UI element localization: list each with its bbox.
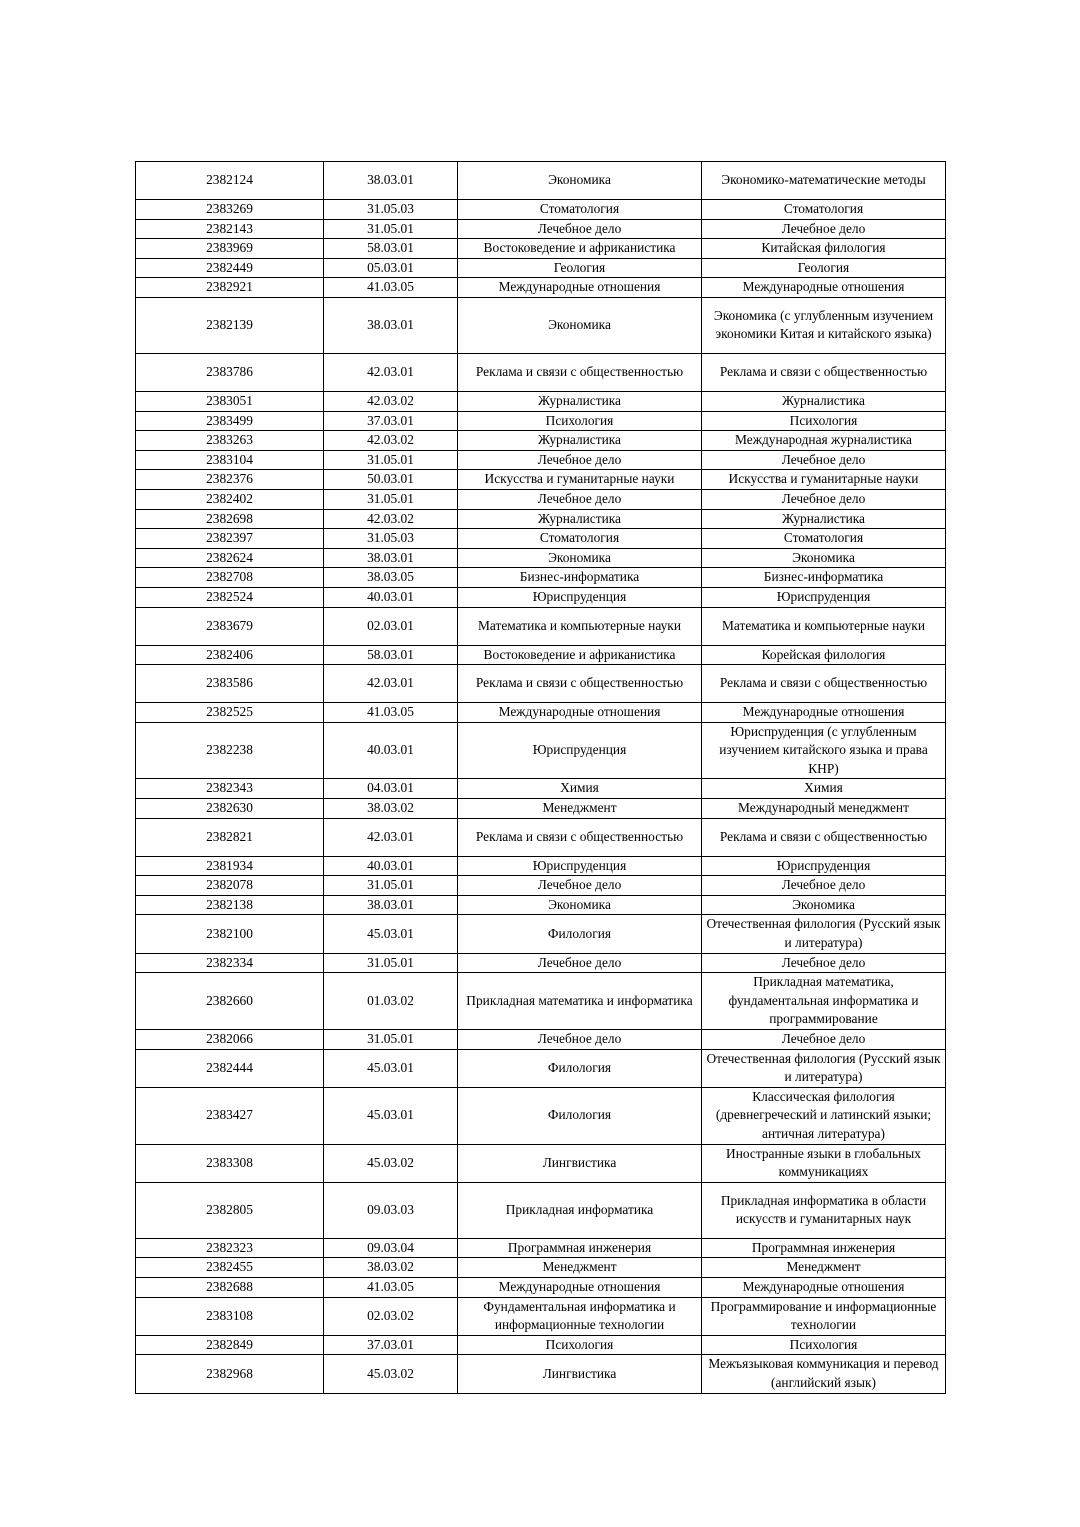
cell-program-code: 31.05.01 [324, 219, 458, 239]
cell-program-code: 02.03.01 [324, 607, 458, 645]
cell-program-code: 38.03.01 [324, 895, 458, 915]
cell-profile: Иностранные языки в глобальных коммуникациях [702, 1144, 946, 1182]
cell-application-id: 2382397 [136, 529, 324, 549]
table-row [136, 200, 946, 220]
cell-program-code: 31.05.03 [324, 200, 458, 220]
cell-direction: Юриспруденция [458, 856, 702, 876]
cell-program-code: 02.03.02 [324, 1297, 458, 1335]
cell-direction: Юриспруденция [458, 722, 702, 779]
cell-program-code: 01.03.02 [324, 973, 458, 1030]
cell-direction: Экономика [458, 297, 702, 353]
cell-application-id: 2383104 [136, 450, 324, 470]
table-row [136, 411, 946, 431]
cell-profile: Юриспруденция (с углубленным изучением китайского языка и права КНР) [702, 722, 946, 779]
table-row [136, 953, 946, 973]
cell-profile: Химия [702, 779, 946, 799]
cell-profile: Бизнес-информатика [702, 568, 946, 588]
cell-direction: Стоматология [458, 200, 702, 220]
cell-direction: Математика и компьютерные науки [458, 607, 702, 645]
table-row [136, 162, 946, 200]
cell-program-code: 40.03.01 [324, 856, 458, 876]
cell-program-code: 50.03.01 [324, 470, 458, 490]
cell-profile: Стоматология [702, 529, 946, 549]
cell-application-id: 2382805 [136, 1182, 324, 1238]
cell-application-id: 2383308 [136, 1144, 324, 1182]
cell-profile: Реклама и связи с общественностью [702, 665, 946, 703]
cell-profile: Международная журналистика [702, 431, 946, 451]
cell-application-id: 2382708 [136, 568, 324, 588]
cell-direction: Филология [458, 915, 702, 953]
cell-program-code: 45.03.01 [324, 1049, 458, 1087]
cell-program-code: 42.03.01 [324, 353, 458, 391]
cell-profile: Лечебное дело [702, 876, 946, 896]
table-row [136, 607, 946, 645]
table-row [136, 722, 946, 779]
cell-profile: Прикладная информатика в области искусств и гуманитарных наук [702, 1182, 946, 1238]
cell-direction: Журналистика [458, 509, 702, 529]
cell-program-code: 42.03.02 [324, 431, 458, 451]
cell-direction: Филология [458, 1049, 702, 1087]
table-row [136, 1297, 946, 1335]
table-row [136, 1238, 946, 1258]
cell-program-code: 37.03.01 [324, 1335, 458, 1355]
cell-direction: Менеджмент [458, 1258, 702, 1278]
cell-profile: Искусства и гуманитарные науки [702, 470, 946, 490]
table-row [136, 1277, 946, 1297]
cell-profile: Отечественная филология (Русский язык и литература) [702, 915, 946, 953]
cell-application-id: 2382238 [136, 722, 324, 779]
cell-profile: Экономика [702, 548, 946, 568]
cell-application-id: 2383786 [136, 353, 324, 391]
cell-direction: Менеджмент [458, 799, 702, 819]
table-row [136, 973, 946, 1030]
cell-direction: Реклама и связи с общественностью [458, 353, 702, 391]
cell-program-code: 40.03.01 [324, 722, 458, 779]
cell-program-code: 09.03.03 [324, 1182, 458, 1238]
cell-program-code: 38.03.01 [324, 297, 458, 353]
table-row [136, 450, 946, 470]
cell-program-code: 31.05.03 [324, 529, 458, 549]
table-row [136, 470, 946, 490]
cell-direction: Экономика [458, 548, 702, 568]
cell-program-code: 42.03.02 [324, 391, 458, 411]
cell-direction: Прикладная информатика [458, 1182, 702, 1238]
cell-profile: Экономика [702, 895, 946, 915]
cell-direction: Прикладная математика и информатика [458, 973, 702, 1030]
cell-direction: Лечебное дело [458, 876, 702, 896]
cell-profile: Лечебное дело [702, 489, 946, 509]
table-row [136, 489, 946, 509]
cell-program-code: 05.03.01 [324, 258, 458, 278]
cell-application-id: 2382138 [136, 895, 324, 915]
cell-direction: Лингвистика [458, 1355, 702, 1393]
cell-program-code: 31.05.01 [324, 876, 458, 896]
cell-direction: Программная инженерия [458, 1238, 702, 1258]
cell-application-id: 2382688 [136, 1277, 324, 1297]
cell-program-code: 58.03.01 [324, 239, 458, 259]
table-body [136, 162, 946, 1394]
cell-program-code: 38.03.02 [324, 1258, 458, 1278]
cell-application-id: 2383499 [136, 411, 324, 431]
table-row [136, 1258, 946, 1278]
cell-program-code: 37.03.01 [324, 411, 458, 431]
cell-application-id: 2382406 [136, 645, 324, 665]
cell-application-id: 2382821 [136, 818, 324, 856]
cell-direction: Журналистика [458, 391, 702, 411]
table-row [136, 431, 946, 451]
table-row [136, 587, 946, 607]
cell-profile: Журналистика [702, 509, 946, 529]
cell-profile: Экономико-математические методы [702, 162, 946, 200]
cell-direction: Психология [458, 1335, 702, 1355]
cell-profile: Экономика (с углубленным изучением экономики Китая и китайского языка) [702, 297, 946, 353]
cell-program-code: 41.03.05 [324, 1277, 458, 1297]
cell-direction: Экономика [458, 895, 702, 915]
cell-application-id: 2383263 [136, 431, 324, 451]
cell-application-id: 2383679 [136, 607, 324, 645]
cell-direction: Лечебное дело [458, 219, 702, 239]
cell-direction: Экономика [458, 162, 702, 200]
cell-application-id: 2382343 [136, 779, 324, 799]
cell-profile: Стоматология [702, 200, 946, 220]
cell-profile: Программная инженерия [702, 1238, 946, 1258]
cell-application-id: 2382124 [136, 162, 324, 200]
admission-table [135, 161, 946, 1394]
table-row [136, 703, 946, 723]
cell-profile: Прикладная математика, фундаментальная информатика и программирование [702, 973, 946, 1030]
cell-program-code: 38.03.01 [324, 548, 458, 568]
cell-application-id: 2381934 [136, 856, 324, 876]
cell-application-id: 2382066 [136, 1030, 324, 1050]
cell-direction: Журналистика [458, 431, 702, 451]
table-row [136, 1087, 946, 1144]
cell-direction: Международные отношения [458, 278, 702, 298]
cell-direction: Лечебное дело [458, 489, 702, 509]
table-row [136, 818, 946, 856]
cell-direction: Юриспруденция [458, 587, 702, 607]
table-row [136, 1144, 946, 1182]
cell-direction: Стоматология [458, 529, 702, 549]
cell-program-code: 40.03.01 [324, 587, 458, 607]
cell-application-id: 2382455 [136, 1258, 324, 1278]
table-row [136, 239, 946, 259]
cell-program-code: 45.03.02 [324, 1355, 458, 1393]
cell-profile: Классическая филология (древнегреческий и латинский языки; античная литература) [702, 1087, 946, 1144]
cell-direction: Фундаментальная информатика и информационные технологии [458, 1297, 702, 1335]
cell-profile: Реклама и связи с общественностью [702, 818, 946, 856]
cell-application-id: 2382698 [136, 509, 324, 529]
table-row [136, 895, 946, 915]
cell-application-id: 2383586 [136, 665, 324, 703]
cell-profile: Лечебное дело [702, 450, 946, 470]
table-row [136, 278, 946, 298]
cell-profile: Программирование и информационные технологии [702, 1297, 946, 1335]
cell-application-id: 2382323 [136, 1238, 324, 1258]
table-row [136, 645, 946, 665]
table-row [136, 665, 946, 703]
cell-profile: Менеджмент [702, 1258, 946, 1278]
cell-profile: Корейская филология [702, 645, 946, 665]
cell-application-id: 2382376 [136, 470, 324, 490]
cell-program-code: 38.03.05 [324, 568, 458, 588]
cell-application-id: 2382078 [136, 876, 324, 896]
table-row [136, 779, 946, 799]
table-row [136, 297, 946, 353]
cell-direction: Геология [458, 258, 702, 278]
table-row [136, 258, 946, 278]
cell-application-id: 2382100 [136, 915, 324, 953]
cell-profile: Лечебное дело [702, 1030, 946, 1050]
cell-program-code: 58.03.01 [324, 645, 458, 665]
cell-profile: Юриспруденция [702, 587, 946, 607]
cell-application-id: 2382968 [136, 1355, 324, 1393]
cell-profile: Юриспруденция [702, 856, 946, 876]
cell-program-code: 45.03.01 [324, 1087, 458, 1144]
cell-profile: Реклама и связи с общественностью [702, 353, 946, 391]
cell-profile: Математика и компьютерные науки [702, 607, 946, 645]
cell-direction: Искусства и гуманитарные науки [458, 470, 702, 490]
cell-direction: Лингвистика [458, 1144, 702, 1182]
cell-profile: Психология [702, 411, 946, 431]
cell-direction: Востоковедение и африканистика [458, 239, 702, 259]
cell-application-id: 2382334 [136, 953, 324, 973]
cell-application-id: 2382139 [136, 297, 324, 353]
cell-application-id: 2382524 [136, 587, 324, 607]
cell-application-id: 2382143 [136, 219, 324, 239]
table-row [136, 876, 946, 896]
cell-profile: Межъязыковая коммуникация и перевод (английский язык) [702, 1355, 946, 1393]
cell-profile: Международные отношения [702, 703, 946, 723]
cell-profile: Журналистика [702, 391, 946, 411]
cell-program-code: 09.03.04 [324, 1238, 458, 1258]
cell-direction: Лечебное дело [458, 450, 702, 470]
cell-direction: Реклама и связи с общественностью [458, 665, 702, 703]
cell-direction: Бизнес-информатика [458, 568, 702, 588]
cell-profile: Международные отношения [702, 1277, 946, 1297]
cell-program-code: 38.03.01 [324, 162, 458, 200]
table-row [136, 548, 946, 568]
cell-application-id: 2382630 [136, 799, 324, 819]
cell-direction: Востоковедение и африканистика [458, 645, 702, 665]
table-row [136, 1030, 946, 1050]
cell-application-id: 2383969 [136, 239, 324, 259]
table-row [136, 856, 946, 876]
cell-program-code: 38.03.02 [324, 799, 458, 819]
cell-application-id: 2382525 [136, 703, 324, 723]
cell-application-id: 2382660 [136, 973, 324, 1030]
cell-profile: Лечебное дело [702, 219, 946, 239]
cell-direction: Филология [458, 1087, 702, 1144]
table-row [136, 509, 946, 529]
cell-application-id: 2382444 [136, 1049, 324, 1087]
cell-program-code: 41.03.05 [324, 703, 458, 723]
cell-profile: Геология [702, 258, 946, 278]
cell-profile: Международный менеджмент [702, 799, 946, 819]
cell-application-id: 2383108 [136, 1297, 324, 1335]
table-row [136, 1355, 946, 1393]
cell-program-code: 31.05.01 [324, 1030, 458, 1050]
cell-program-code: 42.03.02 [324, 509, 458, 529]
cell-direction: Международные отношения [458, 703, 702, 723]
table-row [136, 1049, 946, 1087]
table-row [136, 1335, 946, 1355]
cell-program-code: 45.03.01 [324, 915, 458, 953]
cell-profile: Психология [702, 1335, 946, 1355]
cell-program-code: 42.03.01 [324, 665, 458, 703]
table-row [136, 353, 946, 391]
cell-profile: Международные отношения [702, 278, 946, 298]
table-row [136, 529, 946, 549]
cell-program-code: 31.05.01 [324, 953, 458, 973]
cell-direction: Международные отношения [458, 1277, 702, 1297]
cell-profile: Отечественная филология (Русский язык и литература) [702, 1049, 946, 1087]
cell-profile: Лечебное дело [702, 953, 946, 973]
cell-program-code: 42.03.01 [324, 818, 458, 856]
cell-program-code: 31.05.01 [324, 489, 458, 509]
cell-application-id: 2382449 [136, 258, 324, 278]
table-row [136, 391, 946, 411]
table-row [136, 915, 946, 953]
table-row [136, 568, 946, 588]
cell-direction: Химия [458, 779, 702, 799]
cell-program-code: 31.05.01 [324, 450, 458, 470]
cell-application-id: 2382402 [136, 489, 324, 509]
cell-program-code: 04.03.01 [324, 779, 458, 799]
table-row [136, 1182, 946, 1238]
table-row [136, 219, 946, 239]
cell-profile: Китайская филология [702, 239, 946, 259]
cell-application-id: 2383051 [136, 391, 324, 411]
table-row [136, 799, 946, 819]
cell-direction: Лечебное дело [458, 953, 702, 973]
cell-application-id: 2382624 [136, 548, 324, 568]
cell-direction: Психология [458, 411, 702, 431]
cell-program-code: 41.03.05 [324, 278, 458, 298]
cell-application-id: 2382921 [136, 278, 324, 298]
cell-direction: Реклама и связи с общественностью [458, 818, 702, 856]
cell-program-code: 45.03.02 [324, 1144, 458, 1182]
cell-application-id: 2382849 [136, 1335, 324, 1355]
cell-application-id: 2383269 [136, 200, 324, 220]
cell-application-id: 2383427 [136, 1087, 324, 1144]
cell-direction: Лечебное дело [458, 1030, 702, 1050]
